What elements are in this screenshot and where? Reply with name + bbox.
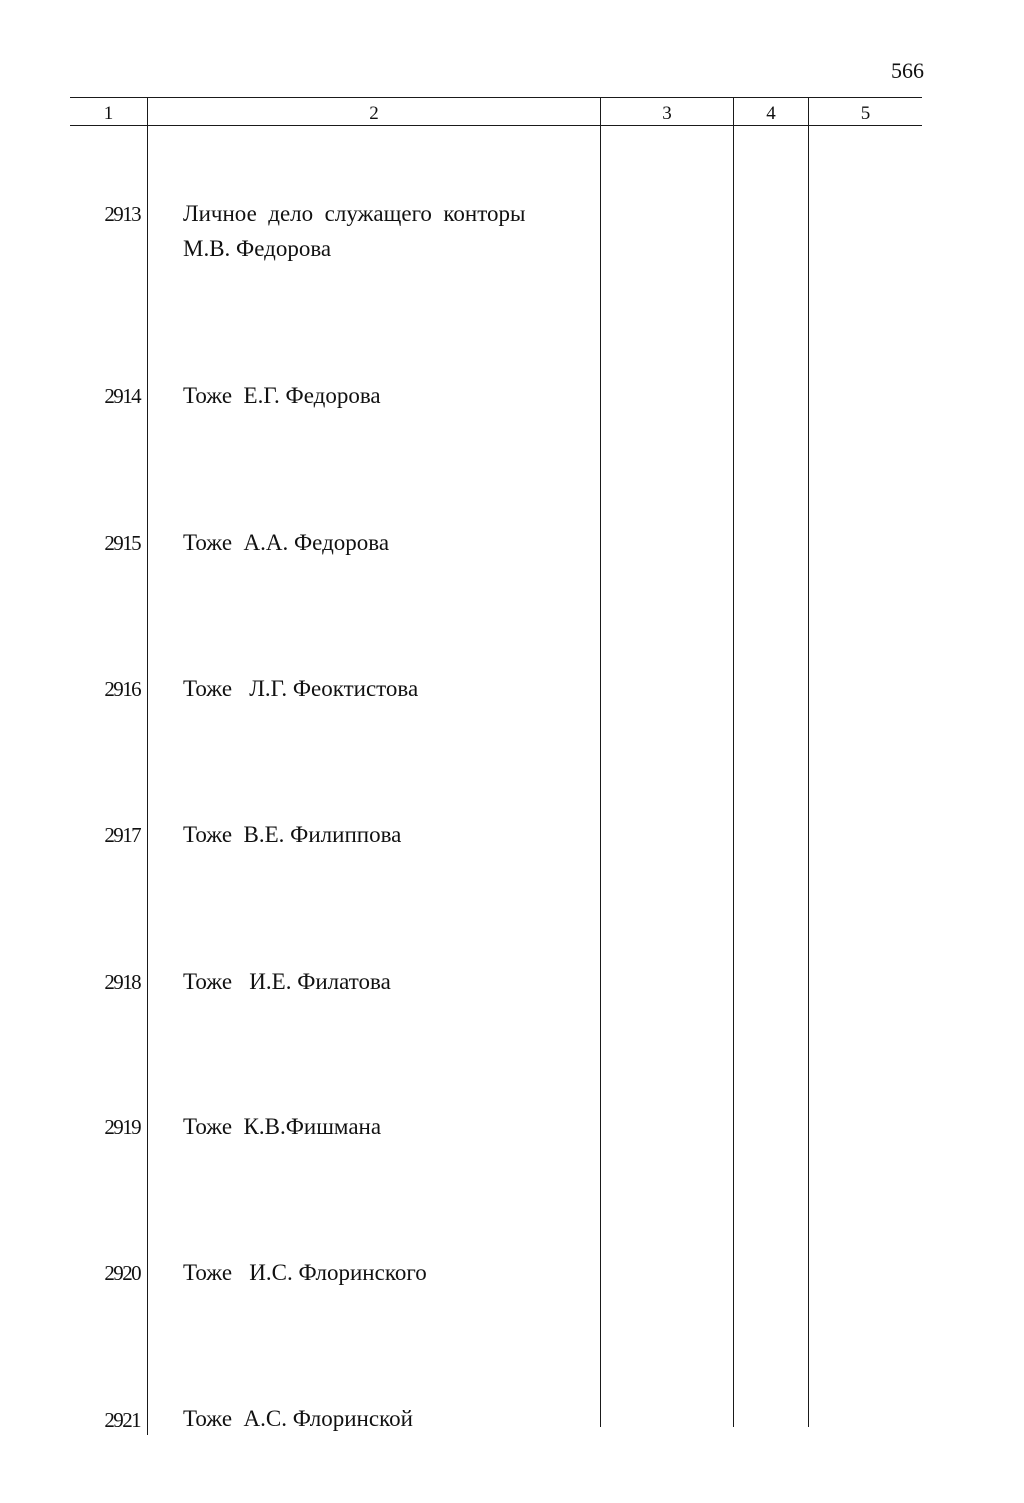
record-title: Тоже К.В.Фишмана [183, 1114, 382, 1139]
record-number: 2921 [104, 1408, 140, 1432]
column-divider-4 [808, 97, 809, 1427]
record-number: 2915 [104, 531, 140, 555]
column-divider-3 [733, 97, 734, 1427]
record-title: Тоже И.Е. Филатова [183, 969, 391, 994]
record-title: Тоже А.С. Флоринской [183, 1406, 413, 1431]
record-number: 2916 [104, 677, 140, 701]
record-number: 2918 [104, 970, 140, 994]
record-number: 2914 [104, 384, 140, 408]
record-title: Тоже Е.Г. Федорова [183, 383, 381, 408]
record-number: 2919 [104, 1115, 140, 1139]
column-divider-2 [600, 97, 601, 1427]
table-top-rule [70, 97, 922, 98]
record-number: 2913 [104, 202, 140, 226]
column-header-5: 5 [860, 103, 871, 124]
page-number: 566 [891, 58, 924, 83]
column-header-2: 2 [369, 103, 379, 124]
column-divider-1 [147, 97, 148, 1435]
record-number: 2917 [104, 823, 140, 847]
record-title: Личное дело служащего конторы [183, 201, 526, 226]
column-header-3: 3 [662, 103, 672, 124]
record-title-continuation: М.В. Федорова [183, 236, 332, 261]
record-title: Тоже Л.Г. Феоктистова [183, 676, 419, 701]
column-header-1: 1 [103, 103, 114, 124]
record-title: Тоже А.А. Федорова [183, 530, 390, 555]
record-title: Тоже И.С. Флоринского [183, 1260, 427, 1285]
record-title: Тоже В.Е. Филиппова [183, 822, 402, 847]
column-header-4: 4 [766, 103, 776, 124]
record-number: 2920 [104, 1261, 140, 1285]
